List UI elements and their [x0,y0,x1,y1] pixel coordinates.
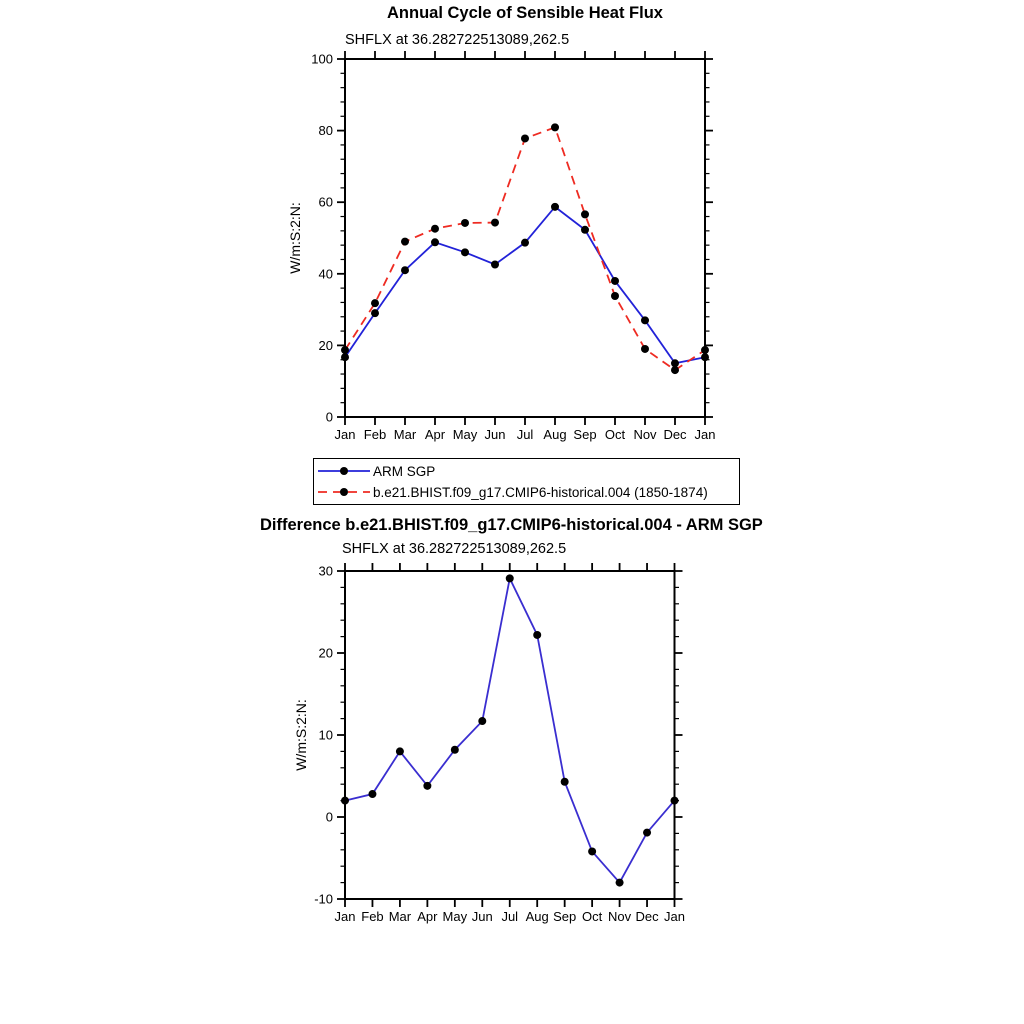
month-tick-label: Mar [393,427,417,442]
difference-line [345,578,675,882]
month-tick-label: Oct [604,427,626,442]
month-tick-label: Feb [361,909,384,924]
month-tick-label: Dec [635,909,659,924]
red-dashed-line-icon [317,482,373,502]
arm-sgp-line [345,207,705,363]
data-point-marker [423,782,431,790]
data-point-marker [701,353,709,361]
y-tick-label: 40 [318,266,333,282]
top-chart-subtitle: SHFLX at 36.282722513089,262.5 [345,32,570,48]
y-tick-label: 20 [318,645,333,661]
data-point-marker [396,747,404,755]
y-tick-label: 80 [318,123,333,139]
data-point-marker [461,248,469,256]
data-point-marker [533,631,541,639]
y-tick-label: 10 [318,727,333,743]
month-tick-label: May [452,427,478,442]
month-tick-label: Nov [633,427,657,442]
data-point-marker [641,316,649,324]
data-point-marker [506,574,514,582]
data-point-marker [581,210,589,218]
data-point-marker [616,879,624,887]
top-chart-plot [0,0,1024,455]
plot-frame [345,571,675,899]
data-point-marker [521,134,529,142]
month-tick-label: Mar [388,909,412,924]
y-tick-label: -10 [314,891,333,907]
month-tick-label: Nov [608,909,632,924]
month-tick-label: Jun [471,909,493,924]
month-tick-label: Oct [582,909,603,924]
data-point-marker [521,239,529,247]
legend [313,458,740,505]
top-chart-title: Annual Cycle of Sensible Heat Flux [387,4,663,22]
y-tick-label: 0 [325,409,333,425]
blue-solid-line-icon [317,461,373,481]
data-point-marker [581,226,589,234]
y-tick-label: 20 [318,337,333,353]
month-tick-label: Feb [363,427,387,442]
data-point-marker [368,790,376,798]
month-tick-label: Dec [663,427,687,442]
data-point-marker [401,238,409,246]
month-tick-label: Aug [543,427,567,442]
plot-frame [345,59,705,417]
month-tick-label: May [442,909,468,924]
y-tick-label: 60 [318,194,333,210]
data-point-marker [551,203,559,211]
month-tick-label: Jul [516,427,534,442]
month-tick-label: Jun [484,427,506,442]
bottom-chart-plot [0,530,1024,960]
data-point-marker [611,277,619,285]
data-point-marker [371,299,379,307]
data-point-marker [451,746,459,754]
data-point-marker [671,359,679,367]
month-tick-label: Jan [664,909,685,924]
data-point-marker [461,219,469,227]
bottom-chart-title: Difference b.e21.BHIST.f09_g17.CMIP6-historical.004 - ARM SGP [260,516,763,534]
legend-label-obs: ARM SGP [373,463,436,479]
data-point-marker [641,345,649,353]
legend-label-model: b.e21.BHIST.f09_g17.CMIP6-historical.004 (1850-1874) [373,484,708,500]
data-point-marker [588,847,596,855]
y-tick-label: 0 [325,809,333,825]
data-point-marker [341,346,349,354]
data-point-marker [551,123,559,131]
y-tick-label: 100 [311,51,333,67]
month-tick-label: Jul [501,909,519,924]
month-tick-label: Sep [553,909,577,924]
bottom-chart-subtitle: SHFLX at 36.282722513089,262.5 [342,541,567,557]
data-point-marker [491,260,499,268]
month-tick-label: Jan [694,427,716,442]
legend-item-obs [314,461,739,482]
data-point-marker [643,829,651,837]
top-chart-y-axis-label: W/m:S:2:N: [287,202,303,274]
month-tick-label: Apr [417,909,438,924]
data-point-marker [431,238,439,246]
legend-item-model [314,482,739,503]
data-point-marker [671,797,679,805]
data-point-marker [478,717,486,725]
month-tick-label: Apr [424,427,446,442]
data-point-marker [371,309,379,317]
data-point-marker [341,797,349,805]
data-point-marker [611,292,619,300]
data-point-marker [341,353,349,361]
month-tick-label: Jan [334,427,356,442]
data-point-marker [561,778,569,786]
b-e21-bhist-f09-g17-cmip6-historical-004-1850-1874--line [345,127,705,370]
month-tick-label: Aug [525,909,549,924]
data-point-marker [701,346,709,354]
month-tick-label: Sep [573,427,597,442]
month-tick-label: Jan [334,909,356,924]
data-point-marker [401,266,409,274]
y-tick-label: 30 [318,563,333,579]
data-point-marker [491,219,499,227]
bottom-chart-y-axis-label: W/m:S:2:N: [293,699,309,771]
data-point-marker [671,366,679,374]
data-point-marker [431,225,439,233]
